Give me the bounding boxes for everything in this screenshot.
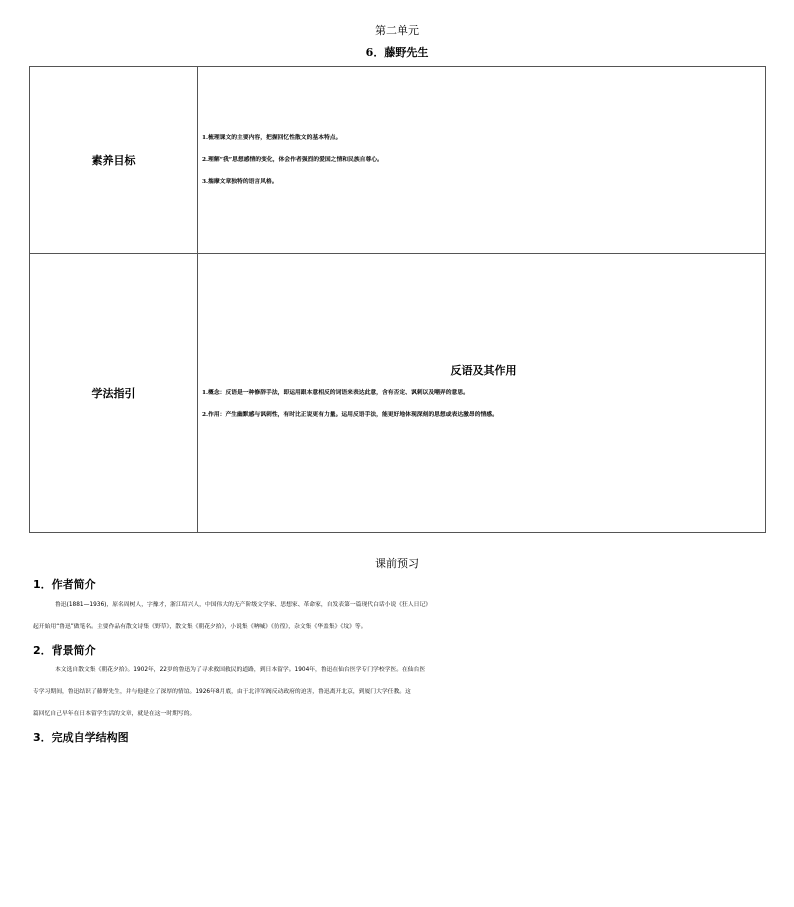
method-item: 1.概念：反语是一种修辞手法，即运用跟本意相反的词语来表达此意，含有否定、讽刺以及嘲弄的意思。 (202, 390, 469, 396)
author-line: 鲁迅(1881—1936)，原名周树人，字豫才，浙江绍兴人，中国伟大的无产阶级文学家、思想家、革命家，自发表第一篇现代白话小说《狂人日记》 (55, 602, 432, 608)
goals-content (198, 67, 766, 254)
method-row (30, 254, 766, 533)
method-content (198, 254, 766, 533)
method-item: 2.作用：产生幽默感与讽刺性，有时比正说更有力量。运用反语手法，能更好地体现深刻的思想或表达激昂的情感。 (202, 412, 498, 418)
author-paragraph (33, 594, 765, 638)
goal-item: 1.梳理课文的主要内容，把握回忆性散文的基本特点。 (202, 135, 342, 141)
section-heading-structure: 3．完成自学结构图 (33, 731, 129, 744)
preview-title: 课前预习 (375, 557, 419, 570)
method-heading: 反语及其作用 (450, 364, 517, 377)
goal-item: 3.揣摩文章独特的语言风格。 (202, 179, 278, 185)
goals-label: 素养目标 (30, 67, 198, 254)
background-line: 篇回忆自己早年在日本留学生活的文章，就是在这一时期写的。 (33, 711, 196, 717)
author-line: 起开始用“鲁迅”做笔名。主要作品有散文诗集《野草》，散文集《朝花夕拾》，小说集《呐喊》《彷徨》，杂文集《华盖集》《坟》等。 (33, 624, 367, 630)
section-heading-background: 2．背景简介 (33, 644, 96, 657)
goal-item: 2.理解“我”思想感情的变化，体会作者强烈的爱国之情和民族自尊心。 (202, 157, 383, 163)
unit-title: 第二单元 (375, 24, 419, 37)
goals-row (30, 67, 766, 254)
background-line: 专学习期间，鲁迅结识了藤野先生，并与他建立了深厚的情谊。1926年8月底，由于北洋军阀反动政府的迫害，鲁迅离开北京，到厦门大学任教。这 (33, 689, 411, 695)
method-label: 学法指引 (30, 254, 198, 533)
lesson-plan-table (29, 66, 766, 533)
background-paragraph (33, 659, 765, 725)
background-line: 本文选自散文集《朝花夕拾》。1902年，22岁的鲁迅为了寻求救国救民的道路，到日本留学。1904年，鲁迅在仙台医学专门学校学医。在仙台医 (55, 667, 426, 673)
lesson-title: 6．藤野先生 (365, 46, 429, 59)
section-heading-author: 1．作者简介 (33, 578, 96, 591)
